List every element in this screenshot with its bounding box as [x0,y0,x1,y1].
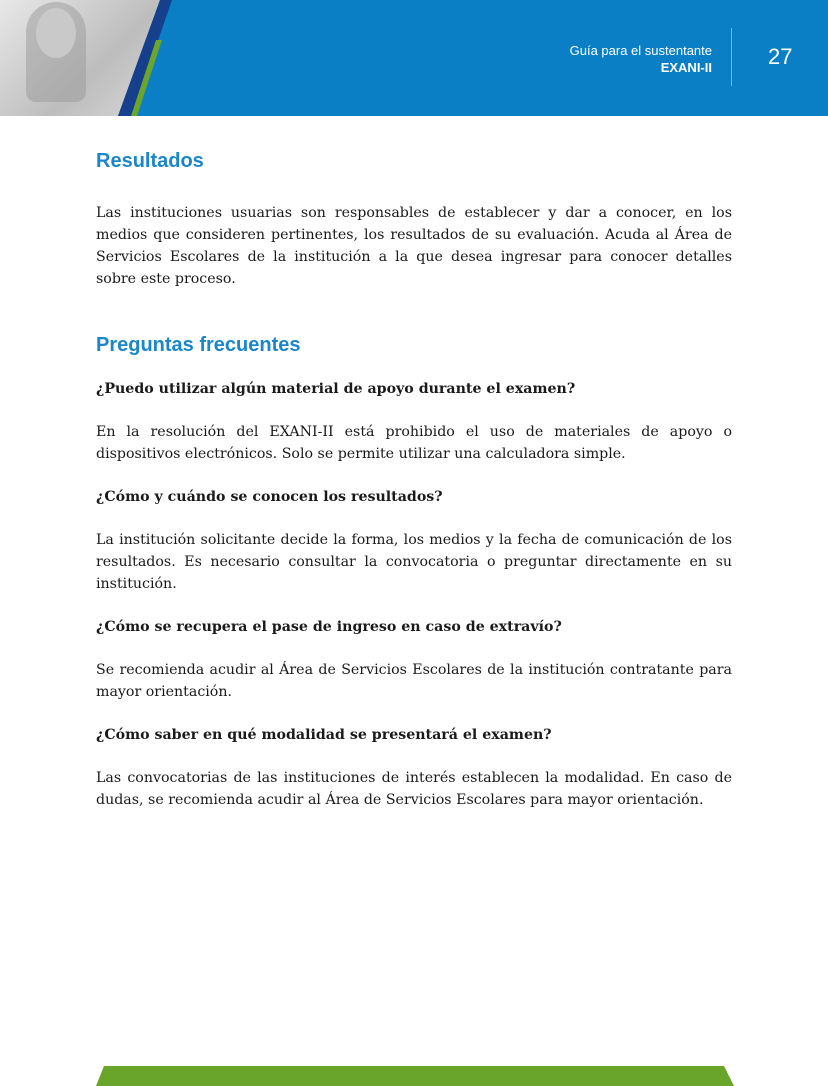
section-title-results: Resultados [96,150,204,172]
footer-bar [96,1066,734,1086]
guide-title [570,42,712,76]
faq-answer: En la resolución del EXANI-II está prohibido el uso de materiales de apoyo o dispositivos electrónicos. Solo se permite utilizar una calculadora simple. [96,424,732,462]
header-divider [731,28,732,86]
faq-question: ¿Puedo utilizar algún material de apoyo durante el examen? [96,381,576,397]
faq-question: ¿Cómo y cuándo se conocen los resultados? [96,489,443,505]
faq-answer: Se recomienda acudir al Área de Servicios Escolares de la institución contratante para mayor orientación. [96,662,732,700]
page-number: 27 [768,44,793,69]
exam-name: EXANI-II [660,60,712,75]
faq-question: ¿Cómo se recupera el pase de ingreso en caso de extravío? [96,619,562,635]
guide-label: Guía para el sustentante [569,43,712,58]
section-title-faq: Preguntas frecuentes [96,334,301,356]
results-paragraph: Las instituciones usuarias son responsables de establecer y dar a conocer, en los medios que consideren pertinentes, los resultados de su evaluación. Acuda al Área de Servicios Escolares de la institución a la que desea ingresar para conocer detalles sobre este proceso. [96,205,732,287]
faq-answer: La institución solicitante decide la forma, los medios y la fecha de comunicación de los resultados. Es necesario consultar la convocatoria o preguntar directamente en su institución. [96,532,732,592]
faq-answer: Las convocatorias de las instituciones de interés establecen la modalidad. En caso de dudas, se recomienda acudir al Área de Servicios Escolares para mayor orientación. [96,770,732,808]
page-content [96,150,732,811]
faq-question: ¿Cómo saber en qué modalidad se presentará el examen? [96,727,552,743]
page-header [0,0,828,116]
